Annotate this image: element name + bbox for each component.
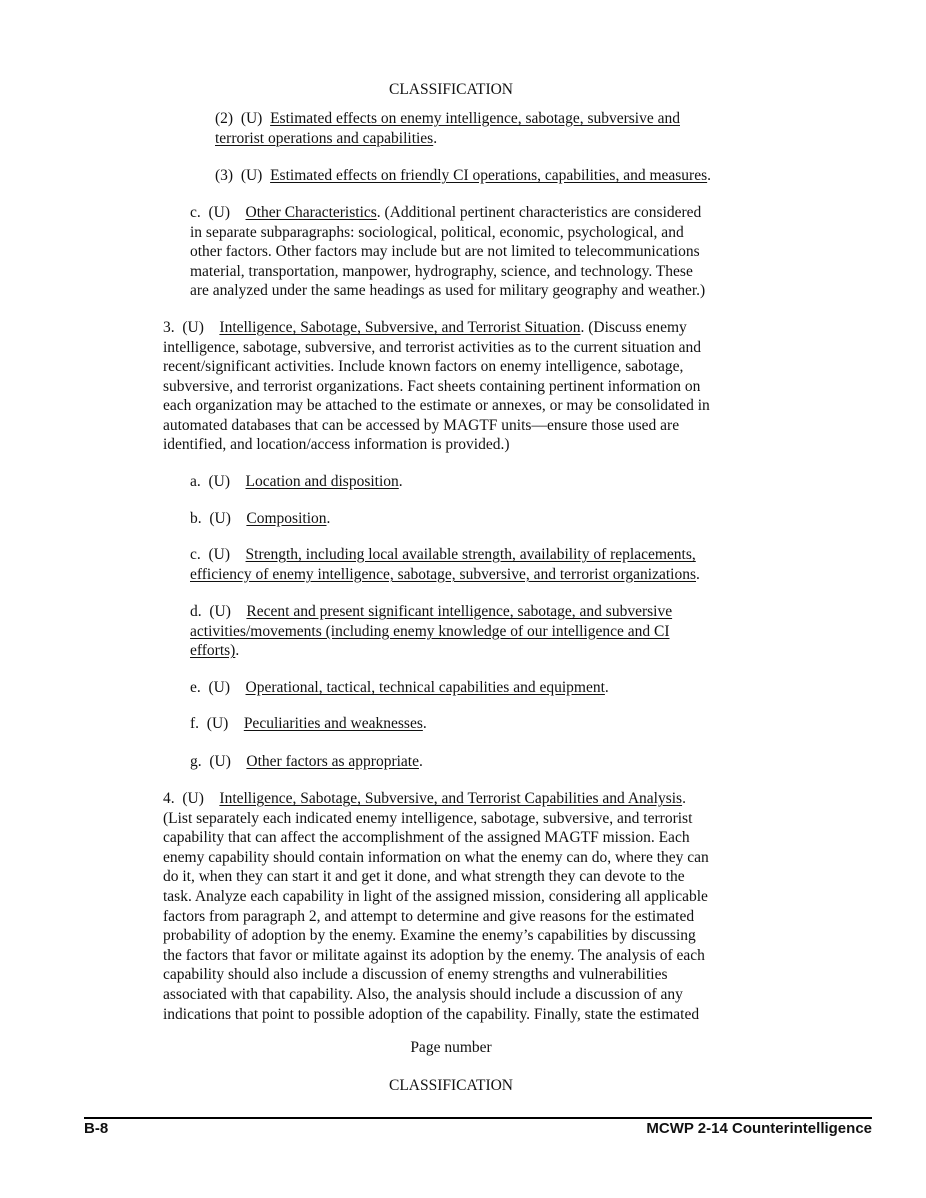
underlined-heading: efficiency of enemy intelligence, sabotage, subversive, and terrorist organizations [190,565,697,583]
text-segment: material, transportation, manpower, hydrography, science, and technology. These [190,262,693,280]
text-segment: capability should also include a discussion of enemy strengths and vulnerabilities [163,966,668,984]
underlined-heading: efforts) [190,642,236,660]
text-segment: c. (U) [190,546,246,563]
text-segment: enemy capability should contain information on what the enemy can do, where they can [163,848,709,866]
text-line [215,129,437,148]
text-segment: . [696,565,700,583]
text-segment: factors from paragraph 2, and attempt to determine and give reasons for the estimated [163,907,695,925]
text-segment: probability of adoption by the enemy. Examine the enemy’s capabilities by discussing [163,927,696,945]
text-line [163,828,690,847]
text-line [190,565,700,584]
text-line [190,641,239,660]
text-line [190,602,672,621]
text-segment: . (Discuss enemy [580,319,687,336]
underlined-heading: Estimated effects on friendly CI operations, capabilities, and measures [270,167,708,184]
text-segment: d. (U) [190,603,247,620]
underlined-heading: Peculiarities and weaknesses [243,715,423,732]
footer-page-id: B-8 [84,1120,109,1137]
text-segment: e. (U) [190,679,246,696]
text-line [163,435,510,454]
text-segment: are analyzed under the same headings as used for military geography and weather.) [190,282,706,299]
text-segment: capability that can affect the accomplishment of the assigned MAGTF mission. Each [163,829,690,847]
text-segment: a. (U) [190,473,246,490]
underlined-heading: Strength, including local available strength, availability of replacements, [245,546,696,563]
text-segment: task. Analyze each capability in light of the assigned mission, considering all applicable [163,888,708,905]
footer-publication-title: MCWP 2-14 Counterintelligence [646,1120,872,1137]
text-segment: . [422,715,427,732]
page-number-label: Page number [410,1039,492,1056]
text-line [215,166,711,185]
text-segment: the factors that favor or militate against its adoption by the enemy. The analysis of each [163,946,705,964]
underlined-heading: activities/movements (including enemy knowledge of our intelligence and CI [190,622,670,640]
text-line [163,396,710,415]
text-segment: in separate subparagraphs: sociological, political, economic, psychological, and [190,223,684,241]
text-segment: f. (U) [190,715,244,732]
text-line [163,416,679,435]
text-line [163,338,701,357]
text-line [163,848,709,867]
text-segment: . [418,753,423,770]
text-segment: . (Additional pertinent characteristics are considered [376,204,702,221]
text-segment: subversive, and terrorist organizations. Fact sheets containing pertinent information on [163,377,701,395]
underlined-heading: terrorist operations and capabilities [215,129,434,147]
text-line [163,377,700,396]
text-segment: . [433,129,438,147]
text-segment: recent/significant activities. Include known factors on enemy intelligence, sabotage, [163,358,684,376]
header-classification: CLASSIFICATION [388,81,513,98]
text-segment: (2) (U) [215,110,271,127]
text-segment: do it, when they can start it and get it done, and what strength they can devote to the [163,868,685,886]
underlined-heading: Other Characteristics [245,204,377,221]
text-line [163,985,683,1004]
text-line [190,714,427,733]
text-line [190,752,423,771]
text-segment: . [235,642,240,660]
text-segment: b. (U) [190,510,247,527]
text-line [190,242,700,261]
text-line [163,907,694,926]
text-line [163,946,705,965]
underlined-heading: Operational, tactical, technical capabilities and equipment [245,679,605,696]
text-line [163,965,668,984]
text-segment: associated with that capability. Also, the analysis should include a discussion of any [163,986,683,1003]
underlined-heading: Location and disposition [245,473,399,490]
text-segment: . [326,510,331,527]
text-line [163,887,708,906]
underlined-heading: Estimated effects on enemy intelligence, sabotage, subversive and [270,110,680,127]
text-line [190,545,696,564]
underlined-heading: Intelligence, Sabotage, Subversive, and Terrorist Situation [219,319,581,336]
text-line [163,926,696,945]
underlined-heading: Other factors as appropriate [246,753,419,770]
text-line [190,262,693,281]
text-line [190,622,670,641]
text-segment: identified, and location/access information is provided.) [163,436,510,454]
text-line [215,109,680,128]
text-segment: . [682,790,686,807]
text-segment: c. (U) [190,204,246,221]
footer-classification: CLASSIFICATION [388,1077,513,1094]
text-segment: automated databases that can be accessed by MAGTF units—ensure those used are [163,416,680,434]
text-segment: 4. (U) [163,790,220,807]
text-line [163,867,685,886]
text-segment: intelligence, sabotage, subversive, and terrorist activities as to the current situation and [163,338,702,356]
text-line [163,357,683,376]
text-line [163,809,692,828]
text-segment: 3. (U) [163,319,220,336]
text-segment: . [707,167,711,184]
text-line [190,509,330,528]
underlined-heading: Recent and present significant intelligence, sabotage, and subversive [246,603,673,620]
text-segment: (3) (U) [215,167,271,184]
text-segment: . [398,473,403,490]
underlined-heading: Intelligence, Sabotage, Subversive, and Terrorist Capabilities and Analysis [219,790,683,807]
text-segment: . [604,679,609,696]
text-line [190,281,705,300]
text-line [190,203,701,222]
text-line [190,223,684,242]
text-line [163,318,687,337]
text-line [163,1005,699,1024]
text-line [190,678,609,697]
text-segment: indications that point to possible adoption of the capability. Finally, state the estimated [163,1005,700,1023]
text-line [163,789,686,808]
text-line [190,472,403,491]
text-segment: (List separately each indicated enemy intelligence, sabotage, subversive, and terrorist [163,809,693,827]
underlined-heading: Composition [246,510,327,527]
text-segment: each organization may be attached to the estimate or annexes, or may be consolidated in [163,397,710,415]
text-segment: g. (U) [190,753,247,770]
text-segment: other factors. Other factors may include but are not limited to telecommunications [190,243,700,260]
